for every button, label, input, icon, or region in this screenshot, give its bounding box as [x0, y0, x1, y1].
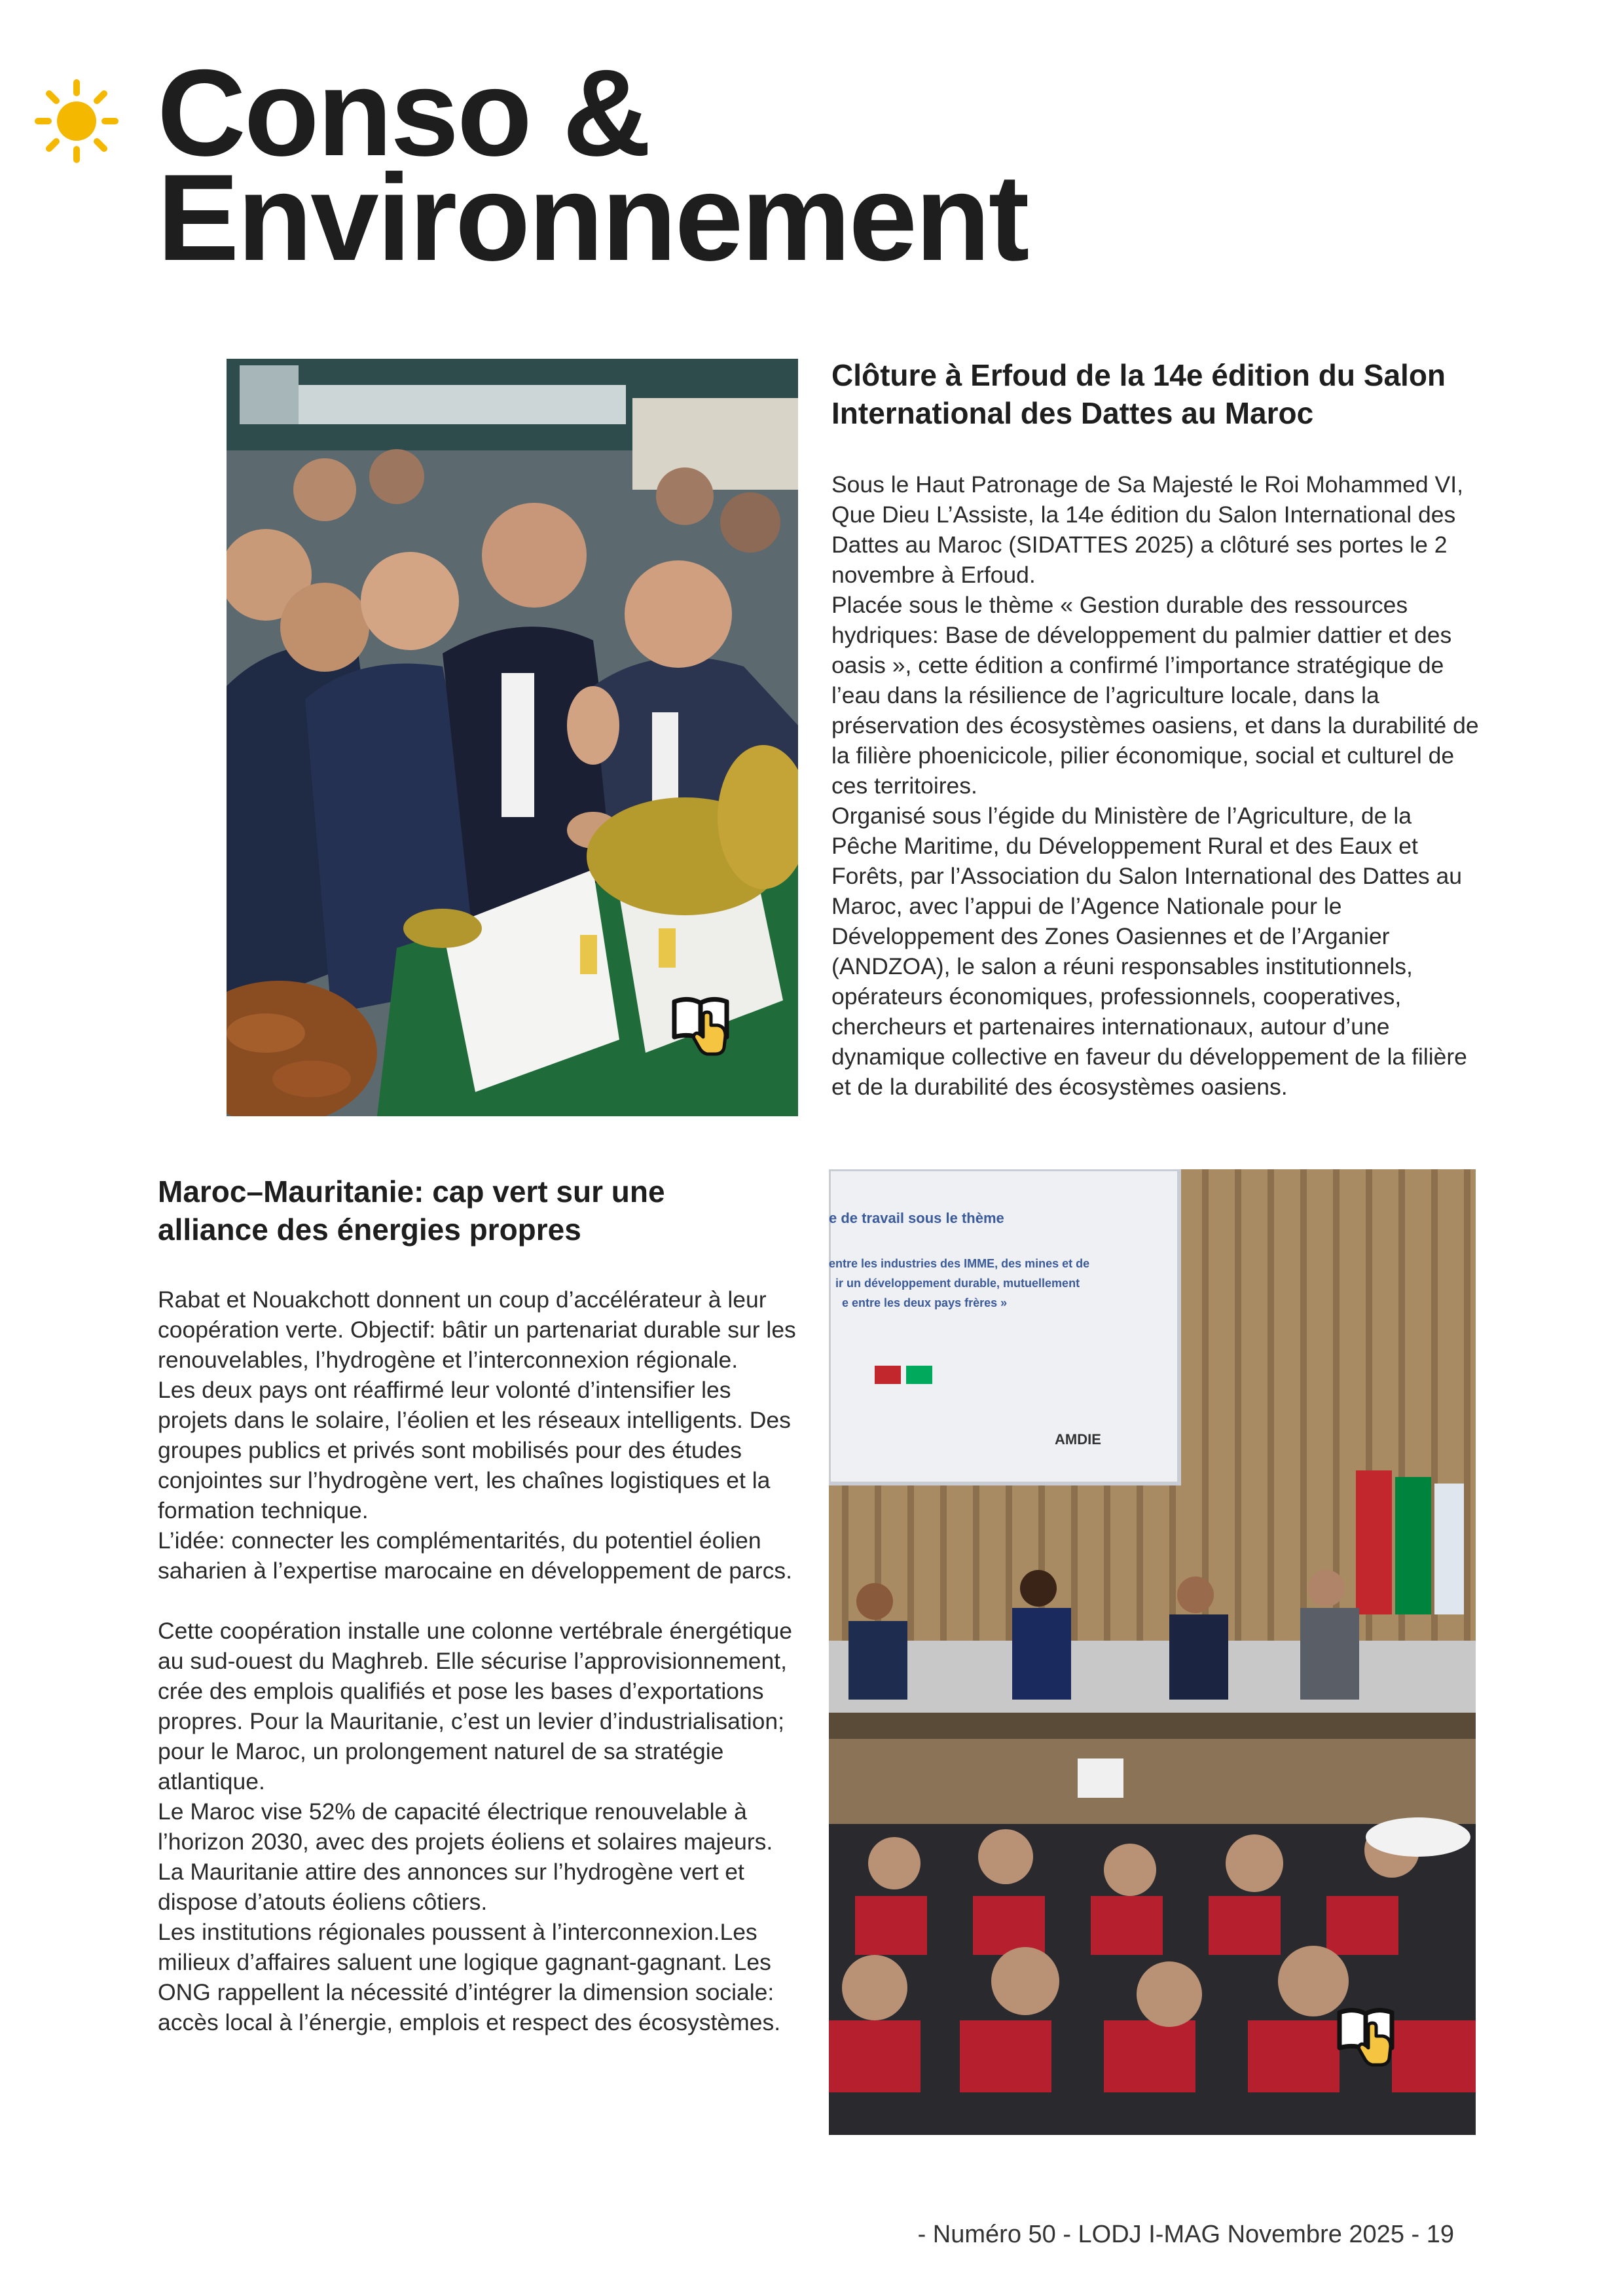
article2-paragraph: Rabat et Nouakchott donnent un coup d’accélérateur à leur coopération verte. Objectif: bâtir un partenariat durable sur les renouvelables, l’hydrogène et l’interconnexion régionale.: [158, 1286, 796, 1373]
read-more-icon[interactable]: [666, 987, 739, 1059]
read-more-icon[interactable]: [1332, 1998, 1404, 2070]
article2-paragraph: Les deux pays ont réaffirmé leur volonté d’intensifier les projets dans le solaire, l’éolien et les réseaux intelligents. Des groupes publics et privés sont mobilisés pour des études conjointes sur l’hydrogène vert, les chaînes logistiques et la formation technique.: [158, 1377, 791, 1523]
section-title-line2: Environnement: [157, 149, 1028, 286]
article1-paragraph: Organisé sous l’égide du Ministère de l’Agriculture, de la Pêche Maritime, du Développement Rural et des Eaux et Forêts, par l’Association du Salon International des Dattes au Maroc, avec l’appui de l’Agence Nationale pour le Développement des Zones Oasiennes et de l’Arganier (ANDZOA), le salon a réuni responsables institutionnels, opérateurs économiques, professionnels, cooperatives, chercheurs et partenaires internationaux, autour d’une dynamique collective en faveur du développement de la filière et de la durabilité des écosystèmes oasiens.: [831, 803, 1467, 1100]
section-title-line1: Conso &: [157, 44, 649, 181]
screen-text-line4: e entre les deux pays frères »: [842, 1296, 1008, 1309]
screen-text-line1: e de travail sous le thème: [829, 1210, 1004, 1226]
article2-body: [158, 1285, 799, 2037]
page-footer: - Numéro 50 - LODJ I-MAG Novembre 2025 - 19: [917, 2221, 1454, 2248]
screen-text-line2: entre les industries des IMME, des mines et de: [829, 1257, 1090, 1270]
article1-paragraph: Sous le Haut Patronage de Sa Majesté le Roi Mohammed VI, Que Dieu L’Assiste, la 14e édition du Salon International des Dattes au Maroc (SIDATTES 2025) a clôturé ses portes le 2 novembre à Erfoud.: [831, 471, 1463, 588]
section-title: [157, 44, 1028, 286]
article2-paragraph: Les institutions régionales poussent à l’interconnexion.Les milieux d’affaires saluent une logique gagnant-gagnant. Les ONG rappellent la nécessité d’intégrer la dimension sociale: accès local à l’énergie, emplois et respect des écosystèmes.: [158, 1919, 781, 2035]
screen-text-line3: ir un développement durable, mutuellement: [835, 1277, 1080, 1290]
screen-logo: AMDIE: [1055, 1431, 1101, 1448]
article2-heading: Maroc–Mauritanie: cap vert sur une alliance des énergies propres: [158, 1175, 665, 1247]
conference-photo: [829, 1169, 1476, 2135]
article1-heading: Clôture à Erfoud de la 14e édition du Salon International des Dattes au Maroc: [831, 358, 1446, 430]
article2-paragraph: Cette coopération installe une colonne vertébrale énergétique au sud-ouest du Maghreb. Elle sécurise l’approvisionnement, crée des emplois qualifiés et pose les bases d’exportations propres. Pour la Mauritanie, c’est un levier d’industrialisation; pour le Maroc, un prolongement naturel de sa stratégie atlantique.: [158, 1618, 793, 1795]
article1-body: [831, 469, 1480, 1102]
article1-paragraph: Placée sous le thème « Gestion durable des ressources hydriques: Base de développement du palmier dattier et des oasis », cette édition a confirmé l’importance stratégique de l’eau dans la résilience de l’agriculture locale, dans la préservation des écosystèmes oasiens, et dans la durabilité de la filière phoenicicole, pilier économique, social et culturel de ces territoires.: [831, 592, 1479, 799]
sun-icon: [34, 79, 119, 164]
article2-paragraph: L’idée: connecter les complémentarités, du potentiel éolien saharien à l’expertise marocaine en développement de parcs.: [158, 1527, 792, 1584]
article2-paragraph: Le Maroc vise 52% de capacité électrique renouvelable à l’horizon 2030, avec des projets éoliens et solaires majeurs. La Mauritanie attire des annonces sur l’hydrogène vert et dispose d’atouts éoliens côtiers.: [158, 1798, 773, 1915]
